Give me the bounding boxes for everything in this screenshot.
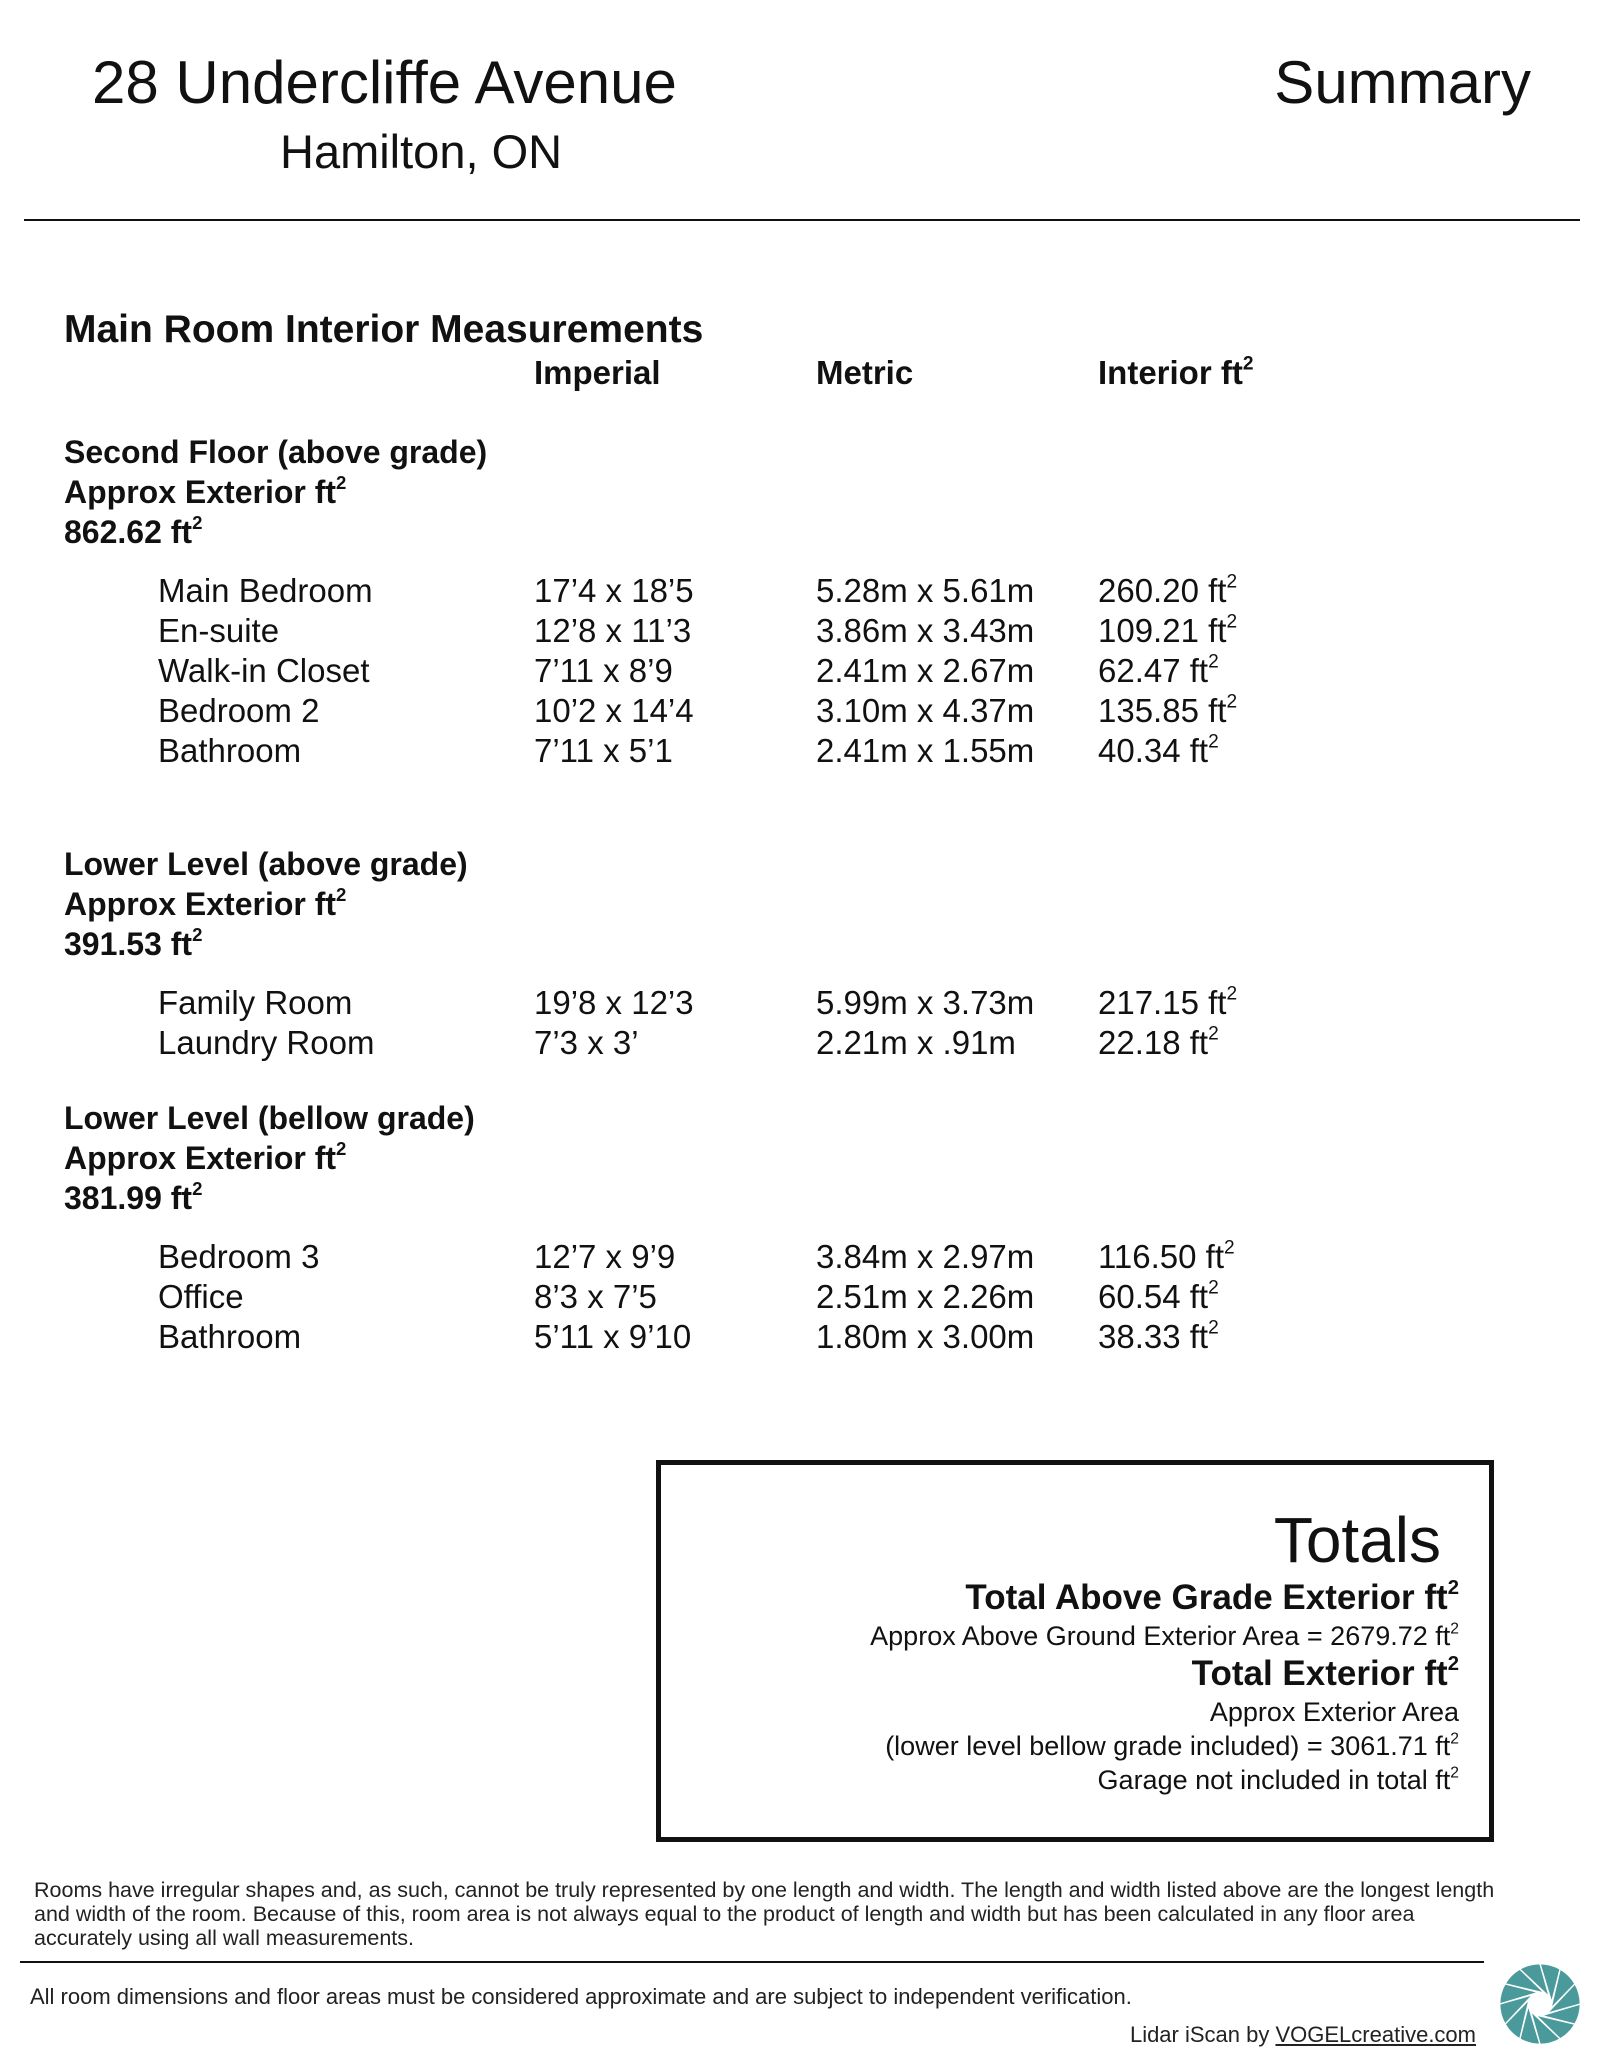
room-row <box>0 1237 1400 1277</box>
room-row <box>0 611 1400 651</box>
vogel-creative-link[interactable]: VOGELcreative.com <box>1275 2022 1476 2047</box>
total-above-grade-heading: Total Above Grade Exterior $ft^2$ <box>965 1576 1459 1617</box>
room-imperial: 7’3 x 3’ <box>534 1024 639 1061</box>
room-imperial: 7’11 x 8’9 <box>534 652 673 689</box>
room-row <box>0 1317 1400 1357</box>
room-imperial: 7’11 x 5’1 <box>534 732 673 769</box>
room-interior-area: 135.85 $ft^2$ <box>1098 691 1238 729</box>
room-interior-area: 40.34 $ft^2$ <box>1098 731 1219 769</box>
header-divider <box>24 219 1580 221</box>
room-interior-area: 260.20 $ft^2$ <box>1098 571 1238 609</box>
totals-content <box>870 1503 1459 1797</box>
disclaimer-text: Rooms have irregular shapes and, as such, cannot be truly represented by one length and width. The length and width listed above are the longest length and width of the room. Because of this, room area is not always equal to the product of length and width but has been calculated in any floor area accurately using all wall measurements. <box>34 1878 1495 1950</box>
room-interior-area: 109.21 $ft^2$ <box>1098 611 1238 649</box>
floor-name: Lower Level (bellow grade) <box>64 1100 475 1136</box>
floor-approx-value: 391.53 $ft^2$ <box>64 924 203 962</box>
room-row <box>0 1277 1400 1317</box>
approximation-note: All room dimensions and floor areas must be considered approximate and are subject to independent verification. <box>30 1984 1132 2009</box>
room-interior-area: 60.54 $ft^2$ <box>1098 1277 1219 1315</box>
room-imperial: 17’4 x 18’5 <box>534 572 694 609</box>
room-imperial: 12’8 x 11’3 <box>534 612 692 649</box>
room-imperial: 19’8 x 12’3 <box>534 984 694 1021</box>
totals-box <box>656 1460 1494 1842</box>
room-row <box>0 651 1400 691</box>
floor-approx-value: 862.62 $ft^2$ <box>64 512 203 550</box>
room-imperial: 12’7 x 9’9 <box>534 1238 676 1275</box>
footer-divider <box>20 1961 1484 1963</box>
room-row <box>0 691 1400 731</box>
room-metric: 2.51m x 2.26m <box>816 1278 1035 1315</box>
room-name: Family Room <box>158 984 353 1021</box>
property-address: 28 Undercliffe Avenue <box>92 49 677 116</box>
floor-approx-value: 381.99 $ft^2$ <box>64 1178 203 1216</box>
room-imperial: 10’2 x 14’4 <box>534 692 694 729</box>
section-title: Main Room Interior Measurements <box>64 308 704 351</box>
room-imperial: 8’3 x 7’5 <box>534 1278 657 1315</box>
room-row <box>0 1023 1400 1063</box>
total-exterior-label: Approx Exterior Area <box>1209 1697 1459 1727</box>
room-metric: 3.84m x 2.97m <box>816 1238 1035 1275</box>
room-list-second-floor <box>0 571 1400 771</box>
vogel-aperture-logo-icon <box>1498 1962 1582 2046</box>
floor-name: Second Floor (above grade) <box>64 434 488 470</box>
room-name: Laundry Room <box>158 1024 375 1061</box>
room-row <box>0 731 1400 771</box>
room-metric: 2.41m x 1.55m <box>816 732 1035 769</box>
room-name: En-suite <box>158 612 280 649</box>
floor-name: Lower Level (above grade) <box>64 846 468 882</box>
room-metric: 1.80m x 3.00m <box>816 1318 1035 1355</box>
property-city: Hamilton, ON <box>280 125 563 178</box>
room-name: Bedroom 3 <box>158 1238 320 1275</box>
room-row <box>0 983 1400 1023</box>
column-header-interior: Interior $ft^2$ <box>1098 353 1254 391</box>
total-above-grade-value: Approx Above Ground Exterior Area = 2679.72 $ft^2$ <box>870 1620 1459 1651</box>
credit-line <box>1130 2022 1476 2048</box>
room-name: Bathroom <box>158 732 302 769</box>
garage-note: Garage not included in total $ft^2$ <box>1097 1764 1459 1795</box>
floor-heading-second-floor <box>64 432 624 552</box>
totals-title: Totals <box>1273 1504 1441 1576</box>
room-name: Bathroom <box>158 1318 302 1355</box>
room-interior-area: 62.47 $ft^2$ <box>1098 651 1219 689</box>
room-metric: 5.28m x 5.61m <box>816 572 1035 609</box>
room-metric: 5.99m x 3.73m <box>816 984 1035 1021</box>
room-metric: 3.86m x 3.43m <box>816 612 1035 649</box>
total-exterior-heading: Total Exterior $ft^2$ <box>1191 1652 1459 1693</box>
credit-prefix: Lidar iScan by <box>1129 2022 1276 2047</box>
room-metric: 2.41m x 2.67m <box>816 652 1035 689</box>
floor-approx-label: Approx Exterior $ft^2$ <box>64 884 347 922</box>
room-list-lower-below <box>0 1237 1400 1357</box>
room-metric: 3.10m x 4.37m <box>816 692 1035 729</box>
room-imperial: 5’11 x 9’10 <box>534 1318 692 1355</box>
room-interior-area: 217.15 $ft^2$ <box>1098 983 1238 1021</box>
floor-heading-lower-above <box>64 844 624 964</box>
room-interior-area: 22.18 $ft^2$ <box>1098 1023 1219 1061</box>
room-row <box>0 571 1400 611</box>
floor-approx-label: Approx Exterior $ft^2$ <box>64 1138 347 1176</box>
room-name: Bedroom 2 <box>158 692 320 729</box>
room-metric: 2.21m x .91m <box>816 1024 1016 1061</box>
floor-heading-lower-below <box>64 1098 624 1218</box>
room-interior-area: 116.50 $ft^2$ <box>1098 1237 1235 1275</box>
total-exterior-value: (lower level bellow grade included) = 3061.71 $ft^2$ <box>885 1730 1459 1761</box>
floor-approx-label: Approx Exterior $ft^2$ <box>64 472 347 510</box>
room-list-lower-above <box>0 983 1400 1063</box>
room-name: Walk-in Closet <box>158 652 370 689</box>
column-header-metric: Metric <box>816 354 914 391</box>
room-interior-area: 38.33 $ft^2$ <box>1098 1317 1219 1355</box>
room-name: Office <box>158 1278 244 1315</box>
column-header-imperial: Imperial <box>534 354 661 391</box>
document-type-heading: Summary <box>1274 49 1531 116</box>
room-name: Main Bedroom <box>158 572 373 609</box>
